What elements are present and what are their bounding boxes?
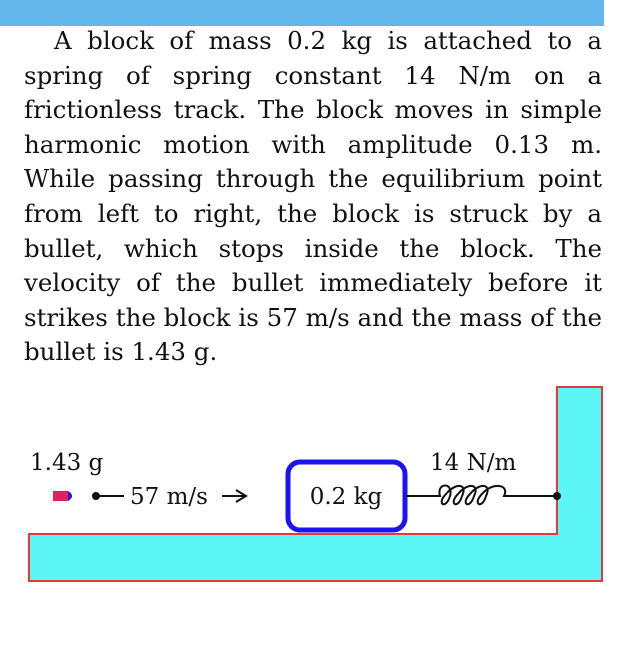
- spring-label: 14 N/m: [430, 450, 517, 476]
- block-label: 0.2 kg: [309, 484, 383, 510]
- bullet-tip: [68, 491, 72, 501]
- spring-anchor: [553, 492, 561, 500]
- spring: [405, 486, 557, 505]
- bullet-mass-label: 1.43 g: [30, 450, 104, 476]
- velocity-label: 57 m/s: [130, 484, 208, 510]
- problem-text: A block of mass 0.2 kg is attached to a spring of spring constant 14 N/m on a frictionless track. The block moves in simple harmonic motion with amplitude 0.13 m. While passing through the equilibrium point from left to right, the block is struck by a bullet, which stops inside the block. The velocity of the bullet immediately before it strikes the block is 57 m/s and the mass of the bullet is 1.43 g.: [24, 26, 602, 367]
